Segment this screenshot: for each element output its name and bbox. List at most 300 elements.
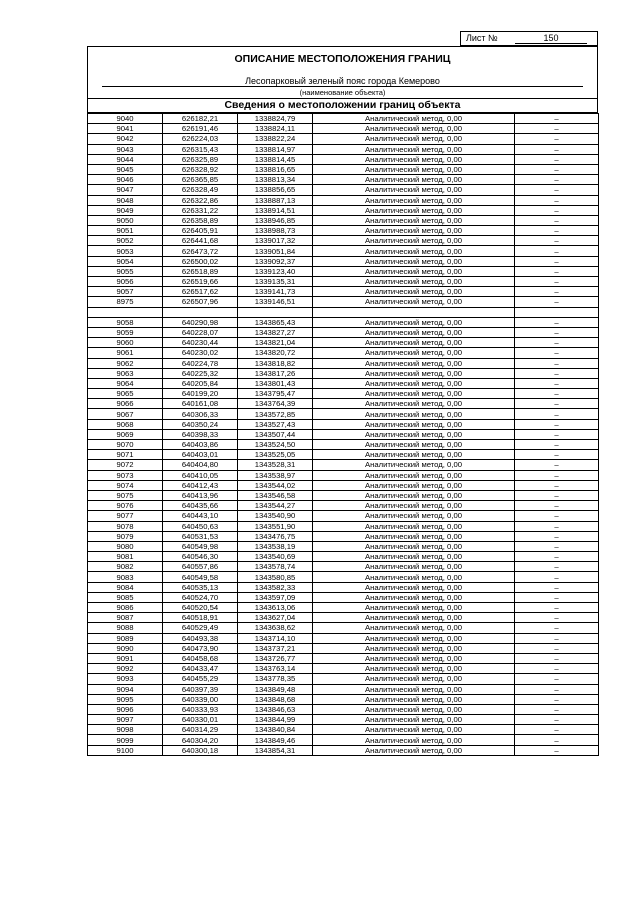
- x-coordinate-cell: 626358,89: [163, 215, 238, 225]
- point-number-cell: 9051: [88, 226, 163, 236]
- point-number-cell: 9080: [88, 541, 163, 551]
- method-cell: Аналитический метод, 0,00: [313, 287, 515, 297]
- y-coordinate-cell: 1338814,97: [238, 144, 313, 154]
- method-cell: Аналитический метод, 0,00: [313, 704, 515, 714]
- description-cell: –: [515, 470, 599, 480]
- table-row: [88, 124, 599, 134]
- point-number-cell: 9099: [88, 735, 163, 745]
- sheet-label: Лист №: [466, 33, 498, 43]
- point-number-cell: 9057: [88, 287, 163, 297]
- description-cell: –: [515, 358, 599, 368]
- table-row: [88, 623, 599, 633]
- y-coordinate-cell: 1339051,84: [238, 246, 313, 256]
- x-coordinate-cell: 626517,62: [163, 287, 238, 297]
- table-row: [88, 348, 599, 358]
- y-coordinate-cell: 1343778,35: [238, 674, 313, 684]
- description-cell: –: [515, 460, 599, 470]
- point-number-cell: 9047: [88, 185, 163, 195]
- table-row: [88, 114, 599, 124]
- table-row: [88, 592, 599, 602]
- method-cell: Аналитический метод, 0,00: [313, 582, 515, 592]
- description-cell: –: [515, 745, 599, 755]
- table-row: [88, 541, 599, 551]
- description-cell: –: [515, 450, 599, 460]
- x-coordinate-cell: 640458,68: [163, 653, 238, 663]
- point-number-cell: 9074: [88, 480, 163, 490]
- x-coordinate-cell: 640413,96: [163, 490, 238, 500]
- point-number-cell: 9086: [88, 603, 163, 613]
- table-row: [88, 440, 599, 450]
- x-coordinate-cell: 626441,68: [163, 236, 238, 246]
- table-row: [88, 266, 599, 276]
- x-coordinate-cell: 640228,07: [163, 327, 238, 337]
- point-number-cell: 9090: [88, 643, 163, 653]
- y-coordinate-cell: 1343849,48: [238, 684, 313, 694]
- point-number-cell: 9065: [88, 389, 163, 399]
- method-cell: Аналитический метод, 0,00: [313, 389, 515, 399]
- description-cell: –: [515, 684, 599, 694]
- table-row: [88, 613, 599, 623]
- x-coordinate-cell: 640531,53: [163, 531, 238, 541]
- sheet-number: 150: [515, 33, 587, 44]
- x-coordinate-cell: 626405,91: [163, 226, 238, 236]
- x-coordinate-cell: 640306,33: [163, 409, 238, 419]
- description-cell: –: [515, 572, 599, 582]
- x-coordinate-cell: 626519,66: [163, 277, 238, 287]
- x-coordinate-cell: 640435,66: [163, 501, 238, 511]
- description-cell: –: [515, 175, 599, 185]
- description-cell: –: [515, 409, 599, 419]
- x-coordinate-cell: 640549,58: [163, 572, 238, 582]
- y-coordinate-cell: 1343827,27: [238, 327, 313, 337]
- point-number-cell: 9076: [88, 501, 163, 511]
- object-name-underline: [102, 86, 583, 87]
- description-cell: –: [515, 501, 599, 511]
- x-coordinate-cell: 626325,89: [163, 154, 238, 164]
- x-coordinate-cell: 640290,98: [163, 317, 238, 327]
- x-coordinate-cell: 640304,20: [163, 735, 238, 745]
- x-coordinate-cell: 640339,00: [163, 694, 238, 704]
- y-coordinate-cell: 1343737,21: [238, 643, 313, 653]
- description-cell: [515, 307, 599, 317]
- y-coordinate-cell: 1343846,63: [238, 704, 313, 714]
- x-coordinate-cell: 626322,86: [163, 195, 238, 205]
- table-row: [88, 501, 599, 511]
- method-cell: Аналитический метод, 0,00: [313, 480, 515, 490]
- description-cell: –: [515, 440, 599, 450]
- y-coordinate-cell: 1343854,31: [238, 745, 313, 755]
- y-coordinate-cell: 1343582,33: [238, 582, 313, 592]
- description-cell: –: [515, 266, 599, 276]
- method-cell: Аналитический метод, 0,00: [313, 643, 515, 653]
- table-row: [88, 154, 599, 164]
- y-coordinate-cell: 1338914,51: [238, 205, 313, 215]
- table-row: [88, 694, 599, 704]
- method-cell: Аналитический метод, 0,00: [313, 256, 515, 266]
- method-cell: Аналитический метод, 0,00: [313, 154, 515, 164]
- x-coordinate-cell: 640557,86: [163, 562, 238, 572]
- table-row: [88, 429, 599, 439]
- table-row: [88, 725, 599, 735]
- point-number-cell: 9088: [88, 623, 163, 633]
- table-row: [88, 490, 599, 500]
- y-coordinate-cell: 1343840,84: [238, 725, 313, 735]
- method-cell: Аналитический метод, 0,00: [313, 531, 515, 541]
- point-number-cell: 9044: [88, 154, 163, 164]
- method-cell: Аналитический метод, 0,00: [313, 460, 515, 470]
- y-coordinate-cell: 1343763,14: [238, 664, 313, 674]
- table-row: [88, 144, 599, 154]
- x-coordinate-cell: 626473,72: [163, 246, 238, 256]
- point-number-cell: 9066: [88, 399, 163, 409]
- description-cell: –: [515, 389, 599, 399]
- method-cell: Аналитический метод, 0,00: [313, 653, 515, 663]
- description-cell: –: [515, 124, 599, 134]
- method-cell: Аналитический метод, 0,00: [313, 348, 515, 358]
- table-row: [88, 317, 599, 327]
- table-row: [88, 226, 599, 236]
- table-row: [88, 378, 599, 388]
- description-cell: –: [515, 653, 599, 663]
- x-coordinate-cell: 626224,03: [163, 134, 238, 144]
- description-cell: –: [515, 603, 599, 613]
- y-coordinate-cell: 1343795,47: [238, 389, 313, 399]
- description-cell: –: [515, 256, 599, 266]
- table-row: [88, 745, 599, 755]
- method-cell: Аналитический метод, 0,00: [313, 175, 515, 185]
- point-number-cell: 9077: [88, 511, 163, 521]
- table-row: [88, 358, 599, 368]
- x-coordinate-cell: 640450,63: [163, 521, 238, 531]
- x-coordinate-cell: 640224,78: [163, 358, 238, 368]
- point-number-cell: 9089: [88, 633, 163, 643]
- table-row: [88, 338, 599, 348]
- x-coordinate-cell: 640443,10: [163, 511, 238, 521]
- y-coordinate-cell: 1339135,31: [238, 277, 313, 287]
- x-coordinate-cell: 640397,39: [163, 684, 238, 694]
- y-coordinate-cell: 1343849,46: [238, 735, 313, 745]
- description-cell: –: [515, 541, 599, 551]
- method-cell: Аналитический метод, 0,00: [313, 236, 515, 246]
- x-coordinate-cell: 640473,90: [163, 643, 238, 653]
- point-number-cell: 9063: [88, 368, 163, 378]
- method-cell: Аналитический метод, 0,00: [313, 562, 515, 572]
- y-coordinate-cell: 1343627,04: [238, 613, 313, 623]
- description-cell: –: [515, 287, 599, 297]
- x-coordinate-cell: 640205,84: [163, 378, 238, 388]
- table-row: [88, 552, 599, 562]
- table-row: [88, 531, 599, 541]
- table-row: [88, 562, 599, 572]
- x-coordinate-cell: 626507,96: [163, 297, 238, 307]
- description-cell: –: [515, 511, 599, 521]
- method-cell: Аналитический метод, 0,00: [313, 134, 515, 144]
- point-number-cell: [88, 307, 163, 317]
- method-cell: Аналитический метод, 0,00: [313, 358, 515, 368]
- x-coordinate-cell: 640493,38: [163, 633, 238, 643]
- y-coordinate-cell: 1343528,31: [238, 460, 313, 470]
- description-cell: –: [515, 317, 599, 327]
- document-header: [87, 46, 598, 113]
- method-cell: Аналитический метод, 0,00: [313, 725, 515, 735]
- description-cell: –: [515, 327, 599, 337]
- method-cell: Аналитический метод, 0,00: [313, 470, 515, 480]
- description-cell: –: [515, 521, 599, 531]
- method-cell: Аналитический метод, 0,00: [313, 674, 515, 684]
- point-number-cell: 9075: [88, 490, 163, 500]
- method-cell: Аналитический метод, 0,00: [313, 541, 515, 551]
- x-coordinate-cell: 640412,43: [163, 480, 238, 490]
- table-row: [88, 215, 599, 225]
- point-number-cell: 9061: [88, 348, 163, 358]
- y-coordinate-cell: 1343578,74: [238, 562, 313, 572]
- method-cell: Аналитический метод, 0,00: [313, 185, 515, 195]
- description-cell: –: [515, 144, 599, 154]
- description-cell: –: [515, 368, 599, 378]
- point-number-cell: 9098: [88, 725, 163, 735]
- y-coordinate-cell: 1343817,26: [238, 368, 313, 378]
- description-cell: –: [515, 490, 599, 500]
- section-title: Сведения о местоположении границ объекта: [224, 99, 461, 111]
- x-coordinate-cell: 640230,02: [163, 348, 238, 358]
- y-coordinate-cell: 1338813,34: [238, 175, 313, 185]
- y-coordinate-cell: 1338856,65: [238, 185, 313, 195]
- x-coordinate-cell: 626500,02: [163, 256, 238, 266]
- x-coordinate-cell: 626315,43: [163, 144, 238, 154]
- method-cell: Аналитический метод, 0,00: [313, 124, 515, 134]
- x-coordinate-cell: 640403,86: [163, 440, 238, 450]
- point-number-cell: 9091: [88, 653, 163, 663]
- method-cell: Аналитический метод, 0,00: [313, 572, 515, 582]
- point-number-cell: 9067: [88, 409, 163, 419]
- point-number-cell: 9046: [88, 175, 163, 185]
- x-coordinate-cell: 640230,44: [163, 338, 238, 348]
- description-cell: –: [515, 633, 599, 643]
- y-coordinate-cell: 1343764,39: [238, 399, 313, 409]
- point-number-cell: 9040: [88, 114, 163, 124]
- x-coordinate-cell: 640520,54: [163, 603, 238, 613]
- x-coordinate-cell: 640404,80: [163, 460, 238, 470]
- y-coordinate-cell: 1343538,97: [238, 470, 313, 480]
- y-coordinate-cell: 1343527,43: [238, 419, 313, 429]
- description-cell: –: [515, 562, 599, 572]
- point-number-cell: 9093: [88, 674, 163, 684]
- y-coordinate-cell: 1338822,24: [238, 134, 313, 144]
- description-cell: –: [515, 215, 599, 225]
- point-number-cell: 9087: [88, 613, 163, 623]
- method-cell: Аналитический метод, 0,00: [313, 144, 515, 154]
- y-coordinate-cell: 1339146,51: [238, 297, 313, 307]
- table-row: [88, 134, 599, 144]
- y-coordinate-cell: 1343580,85: [238, 572, 313, 582]
- method-cell: Аналитический метод, 0,00: [313, 633, 515, 643]
- sheet-number-box: [460, 31, 598, 46]
- description-cell: –: [515, 582, 599, 592]
- table-row: [88, 175, 599, 185]
- point-number-cell: 9053: [88, 246, 163, 256]
- point-number-cell: 9056: [88, 277, 163, 287]
- y-coordinate-cell: 1343714,10: [238, 633, 313, 643]
- y-coordinate-cell: 1343844,99: [238, 715, 313, 725]
- y-coordinate-cell: 1339092,37: [238, 256, 313, 266]
- method-cell: Аналитический метод, 0,00: [313, 745, 515, 755]
- y-coordinate-cell: 1343818,82: [238, 358, 313, 368]
- table-row: [88, 664, 599, 674]
- x-coordinate-cell: 640330,01: [163, 715, 238, 725]
- description-cell: –: [515, 348, 599, 358]
- y-coordinate-cell: 1343821,04: [238, 338, 313, 348]
- table-row: [88, 409, 599, 419]
- table-row: [88, 633, 599, 643]
- table-row: [88, 389, 599, 399]
- x-coordinate-cell: 640549,98: [163, 541, 238, 551]
- table-row: [88, 399, 599, 409]
- y-coordinate-cell: 1343820,72: [238, 348, 313, 358]
- method-cell: Аналитический метод, 0,00: [313, 419, 515, 429]
- x-coordinate-cell: 640333,93: [163, 704, 238, 714]
- document-title: ОПИСАНИЕ МЕСТОПОЛОЖЕНИЯ ГРАНИЦ: [234, 53, 451, 65]
- method-cell: Аналитический метод, 0,00: [313, 613, 515, 623]
- x-coordinate-cell: 626365,85: [163, 175, 238, 185]
- table-row: [88, 704, 599, 714]
- description-cell: –: [515, 297, 599, 307]
- point-number-cell: 9070: [88, 440, 163, 450]
- y-coordinate-cell: 1343638,62: [238, 623, 313, 633]
- description-cell: –: [515, 114, 599, 124]
- point-number-cell: 9081: [88, 552, 163, 562]
- y-coordinate-cell: 1339123,40: [238, 266, 313, 276]
- y-coordinate-cell: 1339141,73: [238, 287, 313, 297]
- description-cell: –: [515, 725, 599, 735]
- y-coordinate-cell: 1343540,69: [238, 552, 313, 562]
- method-cell: Аналитический метод, 0,00: [313, 195, 515, 205]
- x-coordinate-cell: 640455,29: [163, 674, 238, 684]
- method-cell: Аналитический метод, 0,00: [313, 664, 515, 674]
- y-coordinate-cell: 1338814,45: [238, 154, 313, 164]
- point-number-cell: 9041: [88, 124, 163, 134]
- method-cell: Аналитический метод, 0,00: [313, 521, 515, 531]
- point-number-cell: 9050: [88, 215, 163, 225]
- y-coordinate-cell: 1339017,32: [238, 236, 313, 246]
- table-row: [88, 603, 599, 613]
- y-coordinate-cell: 1343544,02: [238, 480, 313, 490]
- point-number-cell: 9052: [88, 236, 163, 246]
- method-cell: Аналитический метод, 0,00: [313, 266, 515, 276]
- method-cell: Аналитический метод, 0,00: [313, 490, 515, 500]
- method-cell: Аналитический метод, 0,00: [313, 735, 515, 745]
- description-cell: –: [515, 277, 599, 287]
- y-coordinate-cell: 1338824,79: [238, 114, 313, 124]
- method-cell: Аналитический метод, 0,00: [313, 368, 515, 378]
- table-row: [88, 287, 599, 297]
- table-row: [88, 521, 599, 531]
- method-cell: Аналитический метод, 0,00: [313, 205, 515, 215]
- method-cell: Аналитический метод, 0,00: [313, 440, 515, 450]
- object-name: Лесопарковый зеленый пояс города Кемерово: [245, 76, 440, 86]
- y-coordinate-cell: 1343524,50: [238, 440, 313, 450]
- y-coordinate-cell: 1343572,85: [238, 409, 313, 419]
- y-coordinate-cell: 1338824,11: [238, 124, 313, 134]
- description-cell: –: [515, 735, 599, 745]
- x-coordinate-cell: 640161,08: [163, 399, 238, 409]
- point-number-cell: 9048: [88, 195, 163, 205]
- description-cell: –: [515, 643, 599, 653]
- x-coordinate-cell: 640199,20: [163, 389, 238, 399]
- description-cell: –: [515, 154, 599, 164]
- object-name-caption: (наименование объекта): [299, 88, 386, 97]
- y-coordinate-cell: 1343540,90: [238, 511, 313, 521]
- table-row: [88, 164, 599, 174]
- point-number-cell: 9064: [88, 378, 163, 388]
- point-number-cell: 9069: [88, 429, 163, 439]
- table-row: [88, 572, 599, 582]
- table-row: [88, 246, 599, 256]
- point-number-cell: 9054: [88, 256, 163, 266]
- x-coordinate-cell: [163, 307, 238, 317]
- coordinates-table: [87, 113, 599, 756]
- description-cell: –: [515, 694, 599, 704]
- point-number-cell: 9092: [88, 664, 163, 674]
- method-cell: Аналитический метод, 0,00: [313, 277, 515, 287]
- point-number-cell: 9078: [88, 521, 163, 531]
- description-cell: –: [515, 164, 599, 174]
- method-cell: Аналитический метод, 0,00: [313, 429, 515, 439]
- table-row: [88, 674, 599, 684]
- description-cell: –: [515, 134, 599, 144]
- table-row: [88, 368, 599, 378]
- table-row: [88, 185, 599, 195]
- method-cell: Аналитический метод, 0,00: [313, 501, 515, 511]
- method-cell: Аналитический метод, 0,00: [313, 409, 515, 419]
- table-row: [88, 256, 599, 266]
- table-row: [88, 195, 599, 205]
- table-row: [88, 460, 599, 470]
- method-cell: Аналитический метод, 0,00: [313, 327, 515, 337]
- point-number-cell: 9042: [88, 134, 163, 144]
- description-cell: –: [515, 378, 599, 388]
- x-coordinate-cell: 640350,24: [163, 419, 238, 429]
- point-number-cell: 9082: [88, 562, 163, 572]
- table-row: [88, 307, 599, 317]
- point-number-cell: 9062: [88, 358, 163, 368]
- point-number-cell: 9085: [88, 592, 163, 602]
- point-number-cell: 9095: [88, 694, 163, 704]
- table-row: [88, 643, 599, 653]
- y-coordinate-cell: 1343613,06: [238, 603, 313, 613]
- x-coordinate-cell: 640403,01: [163, 450, 238, 460]
- x-coordinate-cell: 640314,29: [163, 725, 238, 735]
- description-cell: –: [515, 246, 599, 256]
- description-cell: –: [515, 531, 599, 541]
- x-coordinate-cell: 640300,18: [163, 745, 238, 755]
- table-row: [88, 236, 599, 246]
- point-number-cell: 9096: [88, 704, 163, 714]
- description-cell: –: [515, 419, 599, 429]
- x-coordinate-cell: 626191,46: [163, 124, 238, 134]
- table-row: [88, 684, 599, 694]
- description-cell: –: [515, 552, 599, 562]
- y-coordinate-cell: 1343865,43: [238, 317, 313, 327]
- method-cell: Аналитический метод, 0,00: [313, 317, 515, 327]
- description-cell: –: [515, 185, 599, 195]
- y-coordinate-cell: 1343801,43: [238, 378, 313, 388]
- description-cell: –: [515, 674, 599, 684]
- x-coordinate-cell: 626328,92: [163, 164, 238, 174]
- description-cell: –: [515, 480, 599, 490]
- y-coordinate-cell: 1338887,13: [238, 195, 313, 205]
- point-number-cell: 9045: [88, 164, 163, 174]
- description-cell: –: [515, 236, 599, 246]
